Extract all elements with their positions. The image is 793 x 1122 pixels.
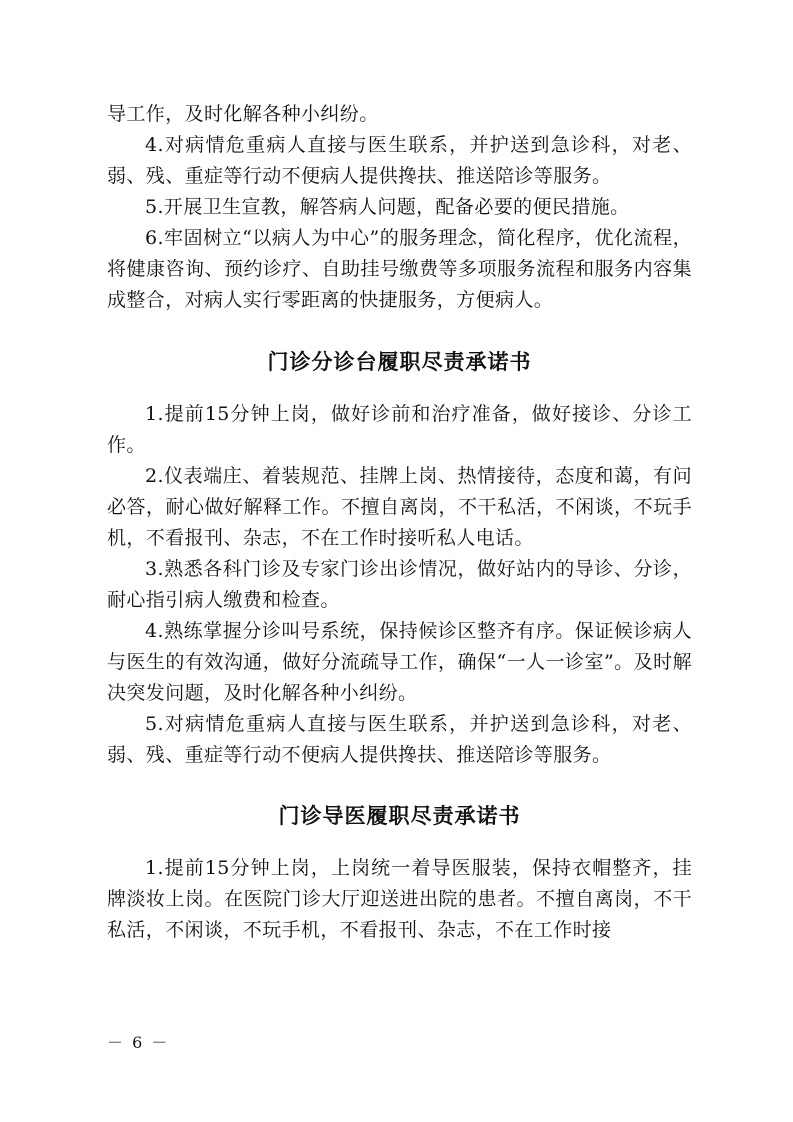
paragraph: 4.对病情危重病人直接与医生联系，并护送到急诊科，对老、弱、残、重症等行动不便病人提供搀扶、推送陪诊等服务。	[107, 134, 692, 187]
section-title: 门诊导医履职尽责承诺书	[278, 803, 521, 828]
paragraph: 5.开展卫生宣教，解答病人问题，配备必要的便民措施。	[145, 196, 630, 218]
paragraph: 2.仪表端庄、着装规范、挂牌上岗、热情接待，态度和蔼，有问必答，耐心做好解释工作。不擅自离岗，不干私活，不闲谈，不玩手机，不看报刊、杂志，不在工作时接听私人电话。	[107, 465, 692, 549]
paragraph: 6.牢固树立“以病人为中心”的服务理念，简化程序，优化流程，将健康咨询、预约诊疗、自助挂号缴费等多项服务流程和服务内容集成整合，对病人实行零距离的快捷服务，方便病人。	[107, 227, 692, 311]
section-title: 门诊分诊台履职尽责承诺书	[267, 349, 532, 374]
paragraph: 1.提前15分钟上岗，做好诊前和治疗准备，做好接诊、分诊工作。	[107, 403, 692, 456]
page-number: － 6 －	[107, 1033, 170, 1052]
paragraph: 导工作，及时化解各种小纠纷。	[107, 103, 379, 125]
document-body	[107, 99, 692, 946]
paragraph: 1.提前15分钟上岗，上岗统一着导医服装，保持衣帽整齐，挂牌淡妆上岗。在医院门诊大厅迎送进出院的患者。不擅自离岗，不干私活，不闲谈，不玩手机，不看报刊、杂志，不在工作时接	[107, 857, 692, 941]
paragraph: 4.熟练掌握分诊叫号系统，保持候诊区整齐有序。保证候诊病人与医生的有效沟通，做好分流疏导工作，确保“一人一诊室”。及时解决突发问题，及时化解各种小纠纷。	[107, 620, 692, 704]
paragraph: 5.对病情危重病人直接与医生联系，并护送到急诊科，对老、弱、残、重症等行动不便病人提供搀扶、推送陪诊等服务。	[107, 713, 692, 766]
paragraph: 3.熟悉各科门诊及专家门诊出诊情况，做好站内的导诊、分诊，耐心指引病人缴费和检查。	[107, 558, 692, 611]
